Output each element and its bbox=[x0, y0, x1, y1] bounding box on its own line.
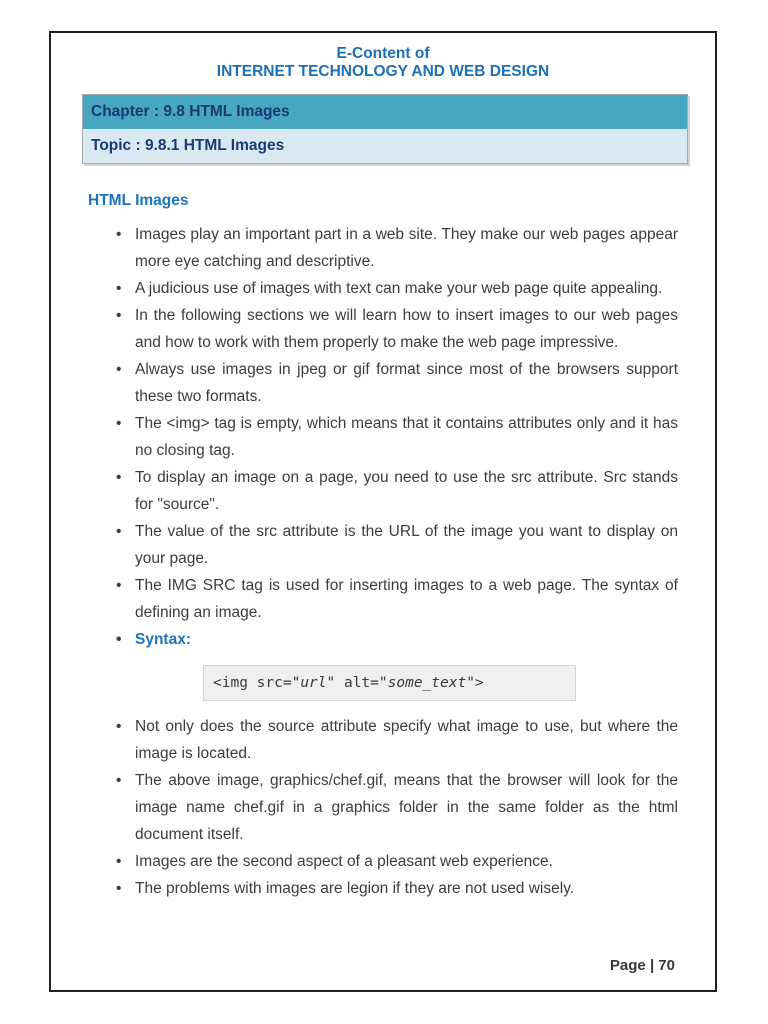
code-snippet bbox=[203, 665, 576, 701]
list-item: • To display an image on a page, you need to use the src attribute. Src stands for "source". bbox=[135, 464, 678, 518]
document-header bbox=[51, 45, 715, 81]
list-item: • A judicious use of images with text can make your web page quite appealing. bbox=[135, 275, 678, 302]
list-item: • The above image, graphics/chef.gif, means that the browser will look for the image name chef.gif in a graphics folder in the same folder as the html document itself. bbox=[135, 767, 678, 848]
banner-block bbox=[82, 94, 688, 164]
syntax-label: • Syntax: bbox=[135, 626, 678, 653]
section-heading: HTML Images bbox=[88, 192, 189, 209]
list-item: • The problems with images are legion if they are not used wisely. bbox=[135, 875, 678, 902]
code-alt-placeholder: some_text bbox=[387, 675, 467, 691]
page-number: Page | 70 bbox=[609, 957, 675, 974]
code-text: " alt=" bbox=[326, 675, 388, 691]
list-item: • In the following sections we will learn how to insert images to our web pages and how to work with them properly to make the web page impressive. bbox=[135, 302, 678, 356]
document-page bbox=[49, 31, 717, 992]
bullet-list-top bbox=[88, 221, 678, 653]
topic-banner: Topic : 9.8.1 HTML Images bbox=[83, 129, 687, 163]
list-item: • The value of the src attribute is the URL of the image you want to display on your page. bbox=[135, 518, 678, 572]
bullet-list-bottom bbox=[88, 713, 678, 902]
code-text: <img src=" bbox=[213, 675, 301, 691]
list-item: • Not only does the source attribute specify what image to use, but where the image is located. bbox=[135, 713, 678, 767]
header-line-1: E-Content of bbox=[336, 45, 430, 62]
list-item: • Images play an important part in a web site. They make our web pages appear more eye catching and descriptive. bbox=[135, 221, 678, 275]
list-item: • The <img> tag is empty, which means that it contains attributes only and it has no closing tag. bbox=[135, 410, 678, 464]
main-content bbox=[88, 191, 678, 902]
chapter-banner: Chapter : 9.8 HTML Images bbox=[83, 95, 687, 129]
list-item: • Images are the second aspect of a pleasant web experience. bbox=[135, 848, 678, 875]
code-text: "> bbox=[466, 675, 484, 691]
header-line-2: INTERNET TECHNOLOGY AND WEB DESIGN bbox=[216, 63, 550, 80]
list-item: • Always use images in jpeg or gif format since most of the browsers support these two formats. bbox=[135, 356, 678, 410]
code-url-placeholder: url bbox=[300, 675, 327, 691]
list-item: • The IMG SRC tag is used for inserting images to a web page. The syntax of defining an image. bbox=[135, 572, 678, 626]
